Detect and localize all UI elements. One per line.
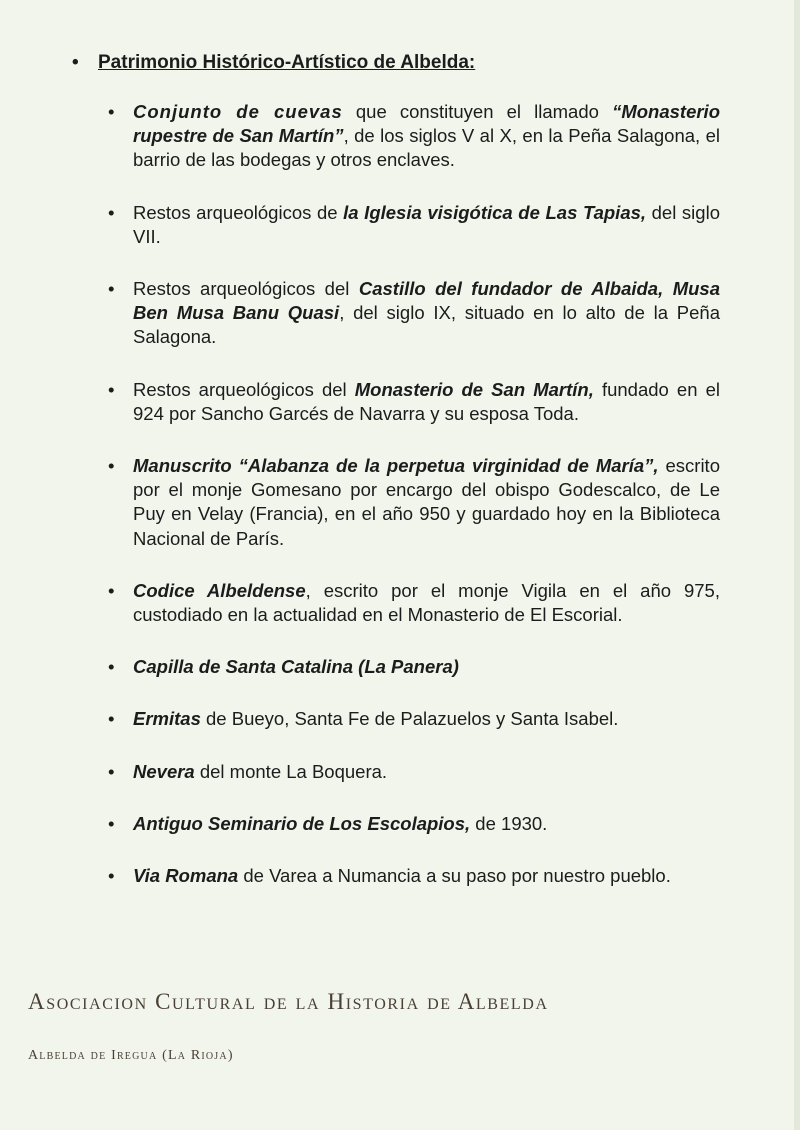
list-item-castillo <box>108 277 720 350</box>
list-item-nevera <box>108 760 720 784</box>
item-text: de Varea a Numancia a su paso por nuestro pueblo. <box>238 865 671 887</box>
item-text: del monte La Boquera. <box>194 760 388 782</box>
list-item-capilla <box>108 655 720 679</box>
item-text: Restos arqueológicos del <box>133 278 359 300</box>
heading-bullet: • <box>72 52 79 73</box>
footer-association-name: Asociacion Cultural de la Historia de Albelda <box>28 989 549 1014</box>
item-text: del siglo VII. <box>133 201 720 247</box>
item-text: , de los siglos V al X, en la Peña Salagona, el barrio de las bodegas y otros enclaves. <box>133 125 720 171</box>
item-bold-title: la Iglesia visigótica de Las Tapias, <box>343 201 647 223</box>
item-bullet: • <box>108 278 115 300</box>
item-text: fundado en el 924 por Sancho Garcés de Navarra y su esposa Toda. <box>133 378 720 424</box>
item-bold-title: Capilla de Santa Catalina (La Panera) <box>133 656 459 678</box>
item-text: de 1930. <box>470 812 548 834</box>
item-bullet: • <box>108 101 115 122</box>
item-bold-title: Via Romana <box>133 865 239 887</box>
item-bold-title: Nevera <box>133 760 195 782</box>
item-bold-title: Monasterio de San Martín, <box>354 378 594 400</box>
list-item-iglesia <box>108 201 720 249</box>
heading-text: Patrimonio Histórico-Artístico de Albelda: <box>98 52 476 73</box>
item-bullet: • <box>108 579 115 601</box>
item-text: Restos arqueológicos de <box>133 201 344 223</box>
item-text: que constituyen el llamado <box>342 101 613 122</box>
list-item-seminario <box>108 812 720 836</box>
list-item-manuscrito <box>108 454 720 551</box>
item-bold-title: Ermitas <box>133 708 201 730</box>
list-item-monasterio <box>108 378 720 426</box>
item-bullet: • <box>108 656 115 678</box>
list-item-via-romana <box>108 864 720 888</box>
item-bold-title: Castillo del fundador de Albaida, Musa Ben Musa Banu Quasi <box>133 278 720 324</box>
item-text: Restos arqueológicos del <box>133 378 355 400</box>
list-item-ermitas <box>108 707 720 731</box>
item-bullet: • <box>108 760 115 782</box>
heritage-list <box>108 100 720 916</box>
page-edge <box>794 0 800 1130</box>
list-item-cuevas <box>108 100 720 173</box>
item-bullet: • <box>108 378 115 400</box>
item-bold-title: Manuscrito “Alabanza de la perpetua virginidad de María”, <box>133 455 659 477</box>
item-bullet: • <box>108 708 115 730</box>
item-text: escrito por el monje Gomesano por encargo del obispo Godescalco, de Le Puy en Velay (Francia), en el año 950 y guardado hoy en la Biblioteca Nacional de París. <box>133 455 720 549</box>
item-text: de Bueyo, Santa Fe de Palazuelos y Santa Isabel. <box>200 708 619 730</box>
item-bullet: • <box>108 201 115 223</box>
item-bullet: • <box>108 865 115 887</box>
item-bold-title: Antiguo Seminario de Los Escolapios, <box>133 812 471 834</box>
item-bold-title: “Monasterio rupestre de San Martín” <box>133 101 720 147</box>
item-text: , del siglo IX, situado en lo alto de la Peña Salagona. <box>133 302 720 348</box>
item-bullet: • <box>108 812 115 834</box>
footer-location: Albelda de Iregua (La Rioja) <box>28 1048 234 1063</box>
list-item-codice <box>108 579 720 627</box>
item-text: , escrito por el monje Vigila en el año 975, custodiado en la actualidad en el Monasterio de El Escorial. <box>133 579 720 626</box>
item-bold-title: Conjunto de cuevas <box>133 101 343 122</box>
item-bullet: • <box>108 455 115 477</box>
item-bold-title: Codice Albeldense <box>133 579 306 601</box>
